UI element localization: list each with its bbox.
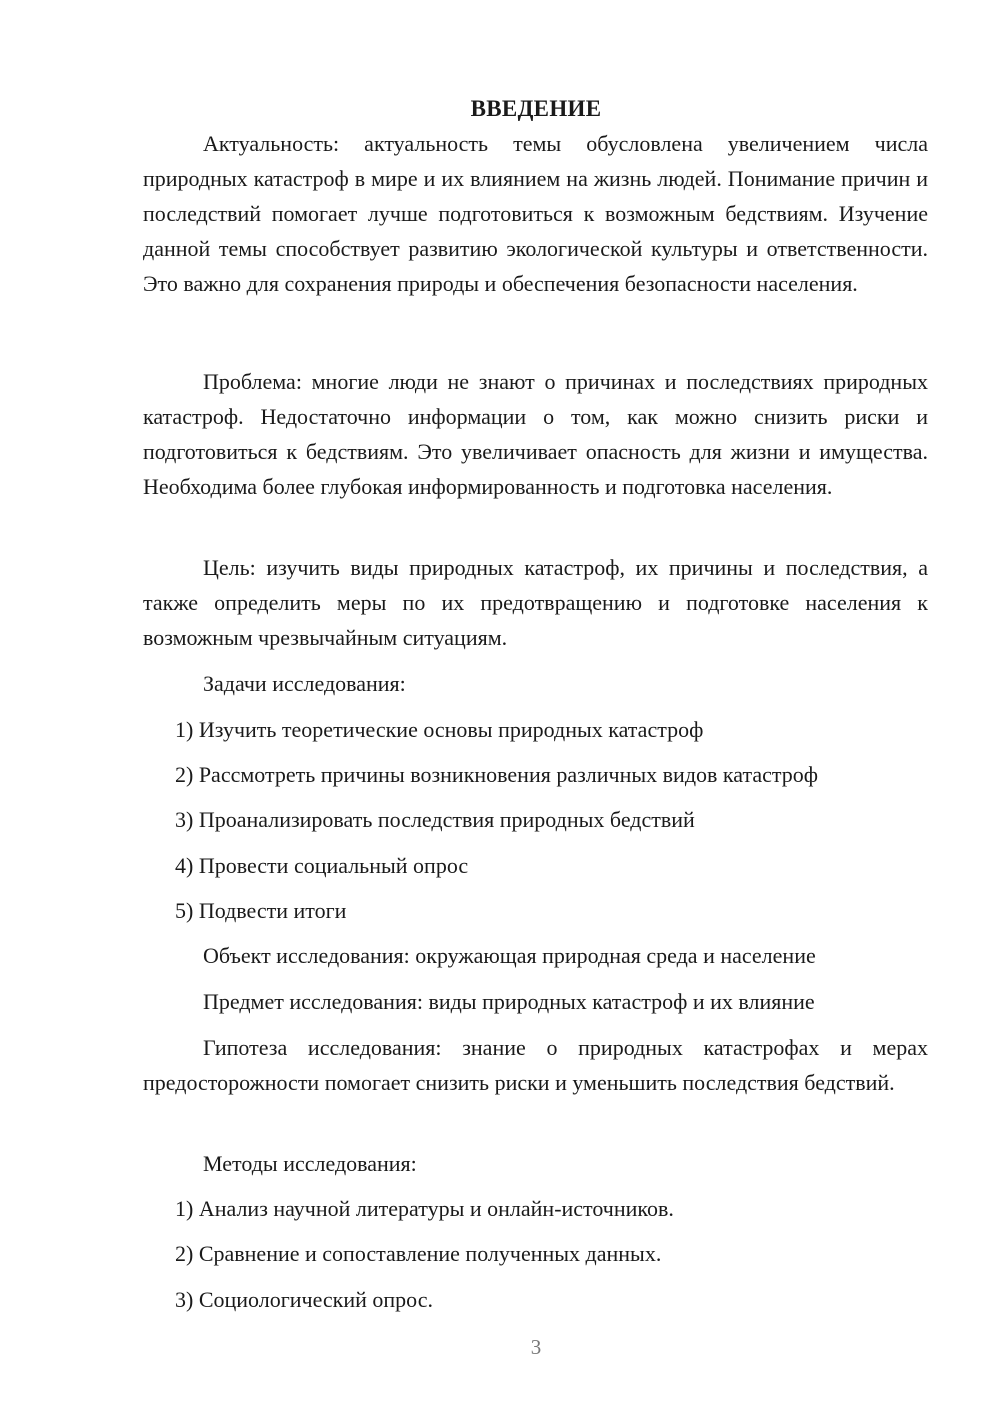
paragraph-goal: Цель: изучить виды природных катастроф, их причины и последствия, а также определить меры по их предотвращению и подготовке населения к возможным чрезвычайным ситуациям. (143, 555, 928, 650)
methods-heading: Методы исследования: (203, 1151, 417, 1176)
page-number: 3 (530, 1335, 542, 1359)
task-item: 1) Изучить теоретические основы природных катастроф (175, 717, 704, 742)
task-item: 4) Провести социальный опрос (175, 853, 469, 878)
page-title: ВВЕДЕНИЕ (470, 96, 602, 121)
method-item: 3) Социологический опрос. (175, 1287, 433, 1312)
method-item: 1) Анализ научной литературы и онлайн-источников. (175, 1196, 674, 1221)
task-item: 2) Рассмотреть причины возникновения различных видов катастроф (175, 762, 819, 787)
method-item: 2) Сравнение и сопоставление полученных данных. (175, 1241, 662, 1266)
research-subject: Предмет исследования: виды природных катастроф и их влияние (203, 989, 815, 1014)
research-object: Объект исследования: окружающая природная среда и население (203, 943, 816, 968)
paragraph-problem: Проблема: многие люди не знают о причинах и последствиях природных катастроф. Недостаточно информации о том, как можно снизить риски и подготовиться к бедствиям. Это увеличивает опасность для жизни и имущества. Необходима более глубокая информированность и подготовка населения. (143, 369, 928, 499)
paragraph-hypothesis: Гипотеза исследования: знание о природных катастрофах и мерах предосторожности помогает снизить риски и уменьшить последствия бедствий. (143, 1035, 928, 1095)
paragraph-relevance: Актуальность: актуальность темы обусловлена увеличением числа природных катастроф в мире и их влиянием на жизнь людей. Понимание причин и последствий помогает лучше подготовиться к возможным бедствиям. Изучение данной темы способствует развитию экологической культуры и ответственности. Это важно для сохранения природы и обеспечения безопасности населения. (143, 131, 928, 296)
task-item: 3) Проанализировать последствия природных бедствий (175, 807, 695, 832)
task-item: 5) Подвести итоги (175, 898, 347, 923)
tasks-heading: Задачи исследования: (203, 671, 406, 696)
